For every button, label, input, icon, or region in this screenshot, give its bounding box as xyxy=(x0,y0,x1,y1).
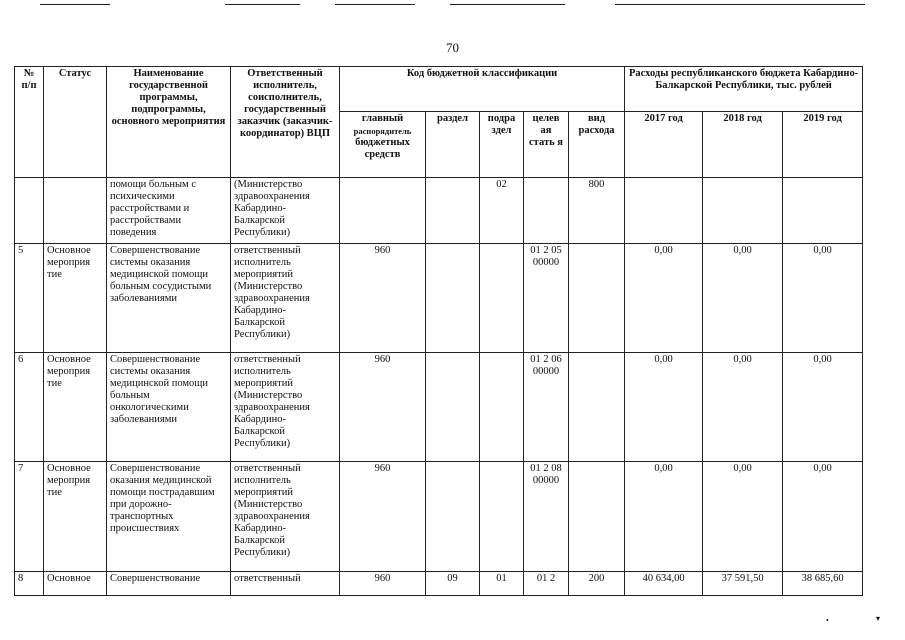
row-grbs: 960 xyxy=(340,244,426,353)
row-podrazdel: 01 xyxy=(480,572,524,596)
scan-edge-line xyxy=(225,4,300,5)
row-status xyxy=(44,178,107,244)
table-row xyxy=(15,572,863,596)
header-grbs xyxy=(340,112,426,178)
row-num: 8 xyxy=(15,572,44,596)
scan-edge-line xyxy=(335,4,415,5)
scan-artifact-mark: • xyxy=(826,616,829,625)
row-executor: ответственный xyxy=(231,572,340,596)
row-csr: 01 2 xyxy=(524,572,569,596)
row-2017: 40 634,00 xyxy=(625,572,703,596)
table-row xyxy=(15,244,863,353)
header-vr: вид расхода xyxy=(569,112,625,178)
row-2017: 0,00 xyxy=(625,244,703,353)
header-status: Статус xyxy=(44,67,107,178)
row-name: Совершенствование оказания медицинской помощи пострадавшим при дорожно-транспортных происшествиях xyxy=(107,462,231,572)
row-status: Основное xyxy=(44,572,107,596)
row-2017 xyxy=(625,178,703,244)
row-2019: 0,00 xyxy=(783,353,863,462)
row-num: 7 xyxy=(15,462,44,572)
row-2017: 0,00 xyxy=(625,462,703,572)
row-2018: 0,00 xyxy=(703,353,783,462)
row-2019: 38 685,60 xyxy=(783,572,863,596)
row-grbs: 960 xyxy=(340,353,426,462)
scan-edge-line xyxy=(40,4,110,5)
row-razdel xyxy=(426,462,480,572)
header-grbs-main: главный xyxy=(361,113,404,124)
row-2018 xyxy=(703,178,783,244)
row-podrazdel: 02 xyxy=(480,178,524,244)
header-2017: 2017 год xyxy=(625,112,703,178)
scan-edge-line xyxy=(615,4,865,5)
row-razdel xyxy=(426,244,480,353)
row-executor: ответственный исполнитель мероприятий (Министерство здравоохранения Кабардино-Балкарской Республики) xyxy=(231,244,340,353)
row-vr xyxy=(569,353,625,462)
row-2018: 0,00 xyxy=(703,462,783,572)
row-vr xyxy=(569,462,625,572)
header-num: № п/п xyxy=(15,67,44,178)
row-razdel xyxy=(426,353,480,462)
row-2018: 0,00 xyxy=(703,244,783,353)
row-2019 xyxy=(783,178,863,244)
table-row xyxy=(15,178,863,244)
row-razdel: 09 xyxy=(426,572,480,596)
row-grbs: 960 xyxy=(340,462,426,572)
row-name: помощи больным с психическими расстройствами и расстройствами поведения xyxy=(107,178,231,244)
row-2017: 0,00 xyxy=(625,353,703,462)
row-podrazdel xyxy=(480,353,524,462)
header-2019: 2019 год xyxy=(783,112,863,178)
row-2019: 0,00 xyxy=(783,244,863,353)
row-vr: 800 xyxy=(569,178,625,244)
row-csr: 01 2 05 00000 xyxy=(524,244,569,353)
row-grbs: 960 xyxy=(340,572,426,596)
header-csr: целев ая стать я xyxy=(524,112,569,178)
scan-artifact-mark: ▾ xyxy=(876,614,881,623)
header-kbk: Код бюджетной классификации xyxy=(340,67,625,112)
table-row xyxy=(15,462,863,572)
row-name: Совершенствование системы оказания медицинской помощи больным сосудистыми заболеваниями xyxy=(107,244,231,353)
row-grbs xyxy=(340,178,426,244)
row-name: Совершенствование системы оказания медицинской помощи больным онкологическими заболеваниями xyxy=(107,353,231,462)
page-number: 70 xyxy=(446,40,459,55)
row-razdel xyxy=(426,178,480,244)
row-status: Основное мероприя тие xyxy=(44,244,107,353)
row-num xyxy=(15,178,44,244)
header-expenses: Расходы республиканского бюджета Кабардино-Балкарской Республики, тыс. рублей xyxy=(625,67,863,112)
row-2019: 0,00 xyxy=(783,462,863,572)
row-executor: (Министерство здравоохранения Кабардино-Балкарской Республики) xyxy=(231,178,340,244)
row-vr: 200 xyxy=(569,572,625,596)
row-podrazdel xyxy=(480,244,524,353)
header-grbs-small: распорядитель xyxy=(353,126,412,136)
header-grbs-rest: бюджетных средств xyxy=(355,137,410,160)
header-podrazdel: подра здел xyxy=(480,112,524,178)
row-num: 6 xyxy=(15,353,44,462)
row-status: Основное мероприя тие xyxy=(44,462,107,572)
row-csr: 01 2 08 00000 xyxy=(524,462,569,572)
header-2018: 2018 год xyxy=(703,112,783,178)
header-executor: Ответственный исполнитель, соисполнитель, государственный заказчик (заказчик-координатор) ВЦП xyxy=(231,67,340,178)
header-name: Наименование государственной программы, подпрограммы, основного мероприятия xyxy=(107,67,231,178)
header-razdel: раздел xyxy=(426,112,480,178)
row-executor: ответственный исполнитель мероприятий (Министерство здравоохранения Кабардино-Балкарской Республики) xyxy=(231,462,340,572)
table-row xyxy=(15,353,863,462)
row-executor: ответственный исполнитель мероприятий (Министерство здравоохранения Кабардино-Балкарской Республики) xyxy=(231,353,340,462)
budget-table xyxy=(14,66,863,596)
scan-edge-line xyxy=(450,4,565,5)
row-num: 5 xyxy=(15,244,44,353)
row-podrazdel xyxy=(480,462,524,572)
row-2018: 37 591,50 xyxy=(703,572,783,596)
row-csr: 01 2 06 00000 xyxy=(524,353,569,462)
row-vr xyxy=(569,244,625,353)
row-csr xyxy=(524,178,569,244)
row-status: Основное мероприя тие xyxy=(44,353,107,462)
row-name: Совершенствование xyxy=(107,572,231,596)
